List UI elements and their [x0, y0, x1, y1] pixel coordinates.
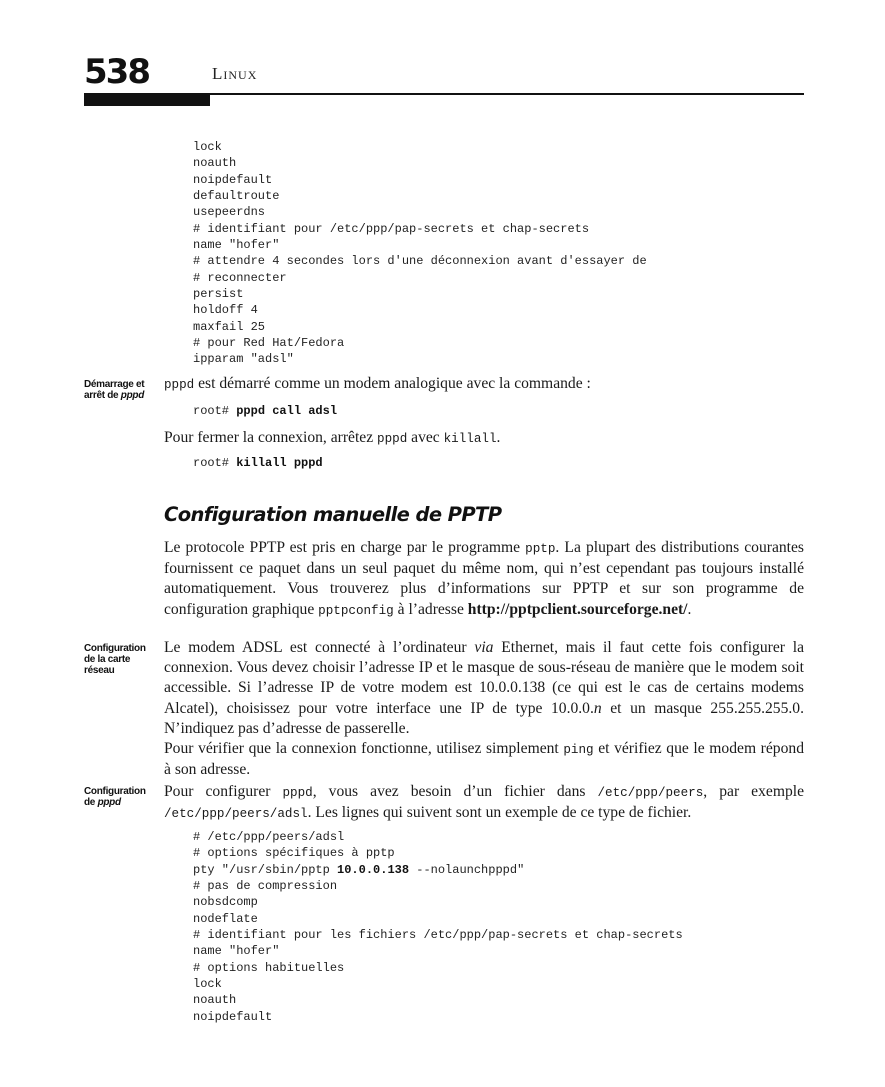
code-line: # /etc/ppp/peers/adsl: [193, 830, 345, 844]
page-number: 538: [84, 52, 149, 92]
section-heading: Configuration manuelle de PPTP: [164, 503, 502, 526]
page-header: [0, 0, 885, 110]
code-line: defaultroute: [193, 189, 280, 204]
code-line: # identifiant pour /etc/ppp/pap-secrets et chap-secrets: [193, 221, 590, 236]
code-line: noauth: [193, 156, 237, 171]
paragraph-pptp: Le protocole PPTP est pris en charge par le programme pptp. La plupart des distributions courantes fournissent ce paquet dans un seul paquet du même nom, qui n’est cependant pas toujours installé automatiquement. Vous trouverez plus d’informations sur PPTP et sur son programme de configuration graphique pptpconfig à l’adresse http://pptpclient.sourceforge.net/.: [164, 539, 804, 618]
code-line: # pour Red Hat/Fedora: [193, 336, 345, 351]
margin-note-network-card: Configuration de la carte réseau: [84, 643, 146, 676]
code-line: # identifiant pour les fichiers /etc/ppp/pap-secrets et chap-secrets: [193, 928, 683, 943]
paragraph-start: pppd est démarré comme un modem analogique avec la commande :: [164, 375, 591, 392]
code-line: # pas de compression: [193, 879, 338, 894]
paragraph-stop: Pour fermer la connexion, arrêtez pppd avec killall.: [164, 429, 501, 446]
running-title: Linux: [212, 64, 258, 83]
code-line: lock: [193, 977, 222, 992]
code-line: noauth: [193, 993, 237, 1008]
code-line: lock: [193, 140, 222, 154]
code-line: name "hofer": [193, 238, 280, 253]
code-line: # reconnecter: [193, 270, 287, 285]
code-line: noipdefault: [193, 172, 273, 187]
command-start: root# pppd call adsl: [193, 404, 338, 418]
margin-note-start-stop: Démarrage et arrêt de pppd: [84, 379, 145, 401]
pptp-url: http://pptpclient.sourceforge.net/: [467, 600, 688, 618]
code-line: noipdefault: [193, 1009, 273, 1024]
command-stop: root# killall pppd: [193, 456, 323, 470]
code-line: # attendre 4 secondes lors d'une déconnexion avant d'essayer de: [193, 254, 647, 269]
code-line: maxfail 25: [193, 319, 266, 334]
paragraph-peers: Pour configurer pppd, vous avez besoin d’un fichier dans /etc/ppp/peers, par exemple /etc/ppp/peers/adsl. Les lignes qui suivent sont un exemple de ce type de fichier.: [164, 783, 805, 822]
code-line: name "hofer": [193, 944, 280, 959]
code-line: nobsdcomp: [193, 895, 258, 910]
paragraph-ping: Pour vérifier que la connexion fonctionne, utilisez simplement ping et vérifiez que le modem répond à son adresse.: [164, 740, 804, 779]
code-line: holdoff 4: [193, 303, 258, 318]
code-line: ipparam "adsl": [193, 352, 294, 367]
code-block-ppp-options: [193, 139, 647, 368]
code-block-peers-adsl: [193, 829, 683, 1025]
code-line: nodeflate: [193, 911, 258, 926]
code-line: # options habituelles: [193, 960, 345, 975]
paragraph-modem: Le modem ADSL est connecté à l’ordinateur via Ethernet, mais il faut cette fois configurer la connexion. Vous devez choisir l’adresse IP et le masque de sous-réseau de manière que le modem soit accessible. Si l’adresse IP de votre modem est 10.0.0.138 (ce qui est le cas de certains modems Alcatel), choisissez pour votre interface une IP de type 10.0.0.n et un masque 255.255.255.0. N’indiquez pas d’adresse de passerelle.: [164, 639, 804, 737]
header-block: [84, 95, 210, 106]
margin-note-pppd-config: Configuration de pppd: [84, 786, 146, 808]
code-line: # options spécifiques à pptp: [193, 846, 395, 861]
code-line: persist: [193, 287, 244, 302]
code-line: usepeerdns: [193, 205, 266, 220]
code-line: pty "/usr/sbin/pptp 10.0.0.138 --nolaunchpppd": [193, 862, 525, 877]
